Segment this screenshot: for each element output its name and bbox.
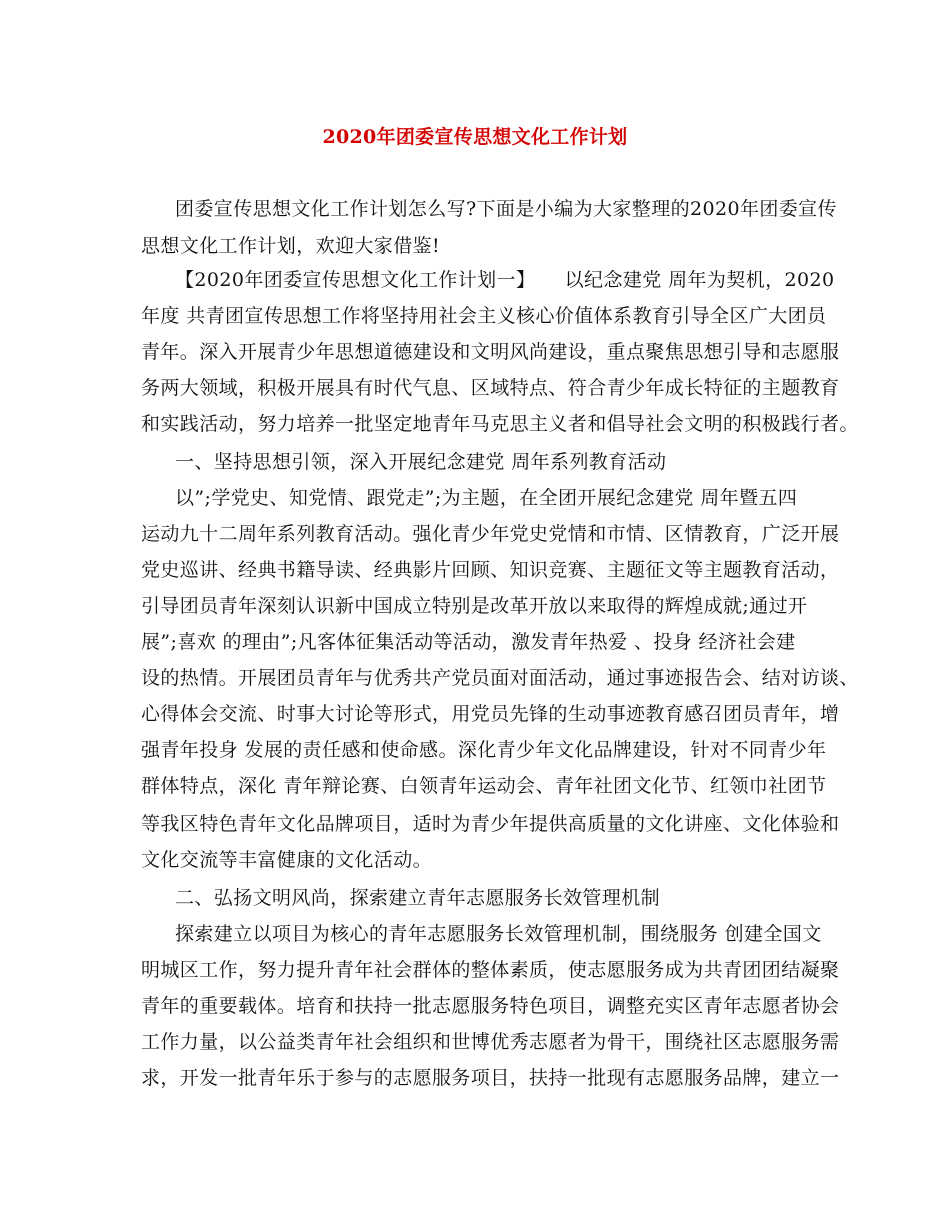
text-line: 设的热情。开展团员青年与优秀共产党员面对面活动，通过事迹报告会、结对访谈、 xyxy=(141,667,859,689)
text-line: 团委宣传思想文化工作计划怎么写?下面是小编为大家整理的2020年团委宣传 xyxy=(175,198,837,220)
text-line: 思想文化工作计划，欢迎大家借鉴! xyxy=(141,235,441,257)
text-line: 文化交流等丰富健康的文化活动。 xyxy=(141,849,433,871)
section-heading: 二、弘扬文明风尚，探索建立青年志愿服务长效管理机制 xyxy=(175,887,661,909)
text-line: 年度 共青团宣传思想工作将坚持用社会主义核心价值体系教育引导全区广大团员 xyxy=(141,305,827,327)
text-line: 展”;喜欢 的理由”;凡客体征集活动等活动，激发青年热爱 、投身 经济社会建 xyxy=(141,631,796,653)
text-line: 和实践活动，努力培养一批坚定地青年马克思主义者和倡导社会文明的积极践行者。 xyxy=(141,413,859,435)
text-line: 务两大领域，积极开展具有时代气息、区域特点、符合青少年成长特征的主题教育 xyxy=(141,377,840,399)
text-line: 运动九十二周年系列教育活动。强化青少年党史党情和市情、区情教育，广泛开展 xyxy=(141,523,840,545)
text-line: 【2020年团委宣传思想文化工作计划一】 以纪念建党 周年为契机，2020 xyxy=(175,269,835,291)
text-line: 探索建立以项目为核心的青年志愿服务长效管理机制，围绕服务 创建全国文 xyxy=(175,923,822,945)
text-line: 引导团员青年深刻认识新中国成立特别是改革开放以来取得的辉煌成就;通过开 xyxy=(141,595,808,617)
text-line: 工作力量，以公益类青年社会组织和世博优秀志愿者为骨干，围绕社区志愿服务需 xyxy=(141,1031,840,1053)
text-line: 等我区特色青年文化品牌项目，适时为青少年提供高质量的文化讲座、文化体验和 xyxy=(141,813,840,835)
text-line: 青年的重要载体。培育和扶持一批志愿服务特色项目，调整充实区青年志愿者协会 xyxy=(141,995,840,1017)
text-line: 明城区工作，努力提升青年社会群体的整体素质，使志愿服务成为共青团团结凝聚 xyxy=(141,959,840,981)
text-line: 强青年投身 发展的责任感和使命感。深化青少年文化品牌建设，针对不同青少年 xyxy=(141,739,827,761)
text-line: 党史巡讲、经典书籍导读、经典影片回顾、知识竞赛、主题征文等主题教育活动， xyxy=(141,559,840,581)
text-line: 心得体会交流、时事大讨论等形式，用党员先锋的生动事迹教育感召团员青年，增 xyxy=(141,703,840,725)
text-line: 群体特点，深化 青年辩论赛、白领青年运动会、青年社团文化节、红领巾社团节 xyxy=(141,775,827,797)
text-line: 青年。深入开展青少年思想道德建设和文明风尚建设，重点聚焦思想引导和志愿服 xyxy=(141,341,840,363)
section-heading: 一、坚持思想引领，深入开展纪念建党 周年系列教育活动 xyxy=(175,451,667,473)
document-title: 2020年团委宣传思想文化工作计划 xyxy=(322,126,628,148)
text-line: 求，开发一批青年乐于参与的志愿服务项目，扶持一批现有志愿服务品牌，建立一 xyxy=(141,1067,840,1089)
text-line: 以”;学党史、知党情、跟党走”;为主题，在全团开展纪念建党 周年暨五四 xyxy=(175,487,798,509)
